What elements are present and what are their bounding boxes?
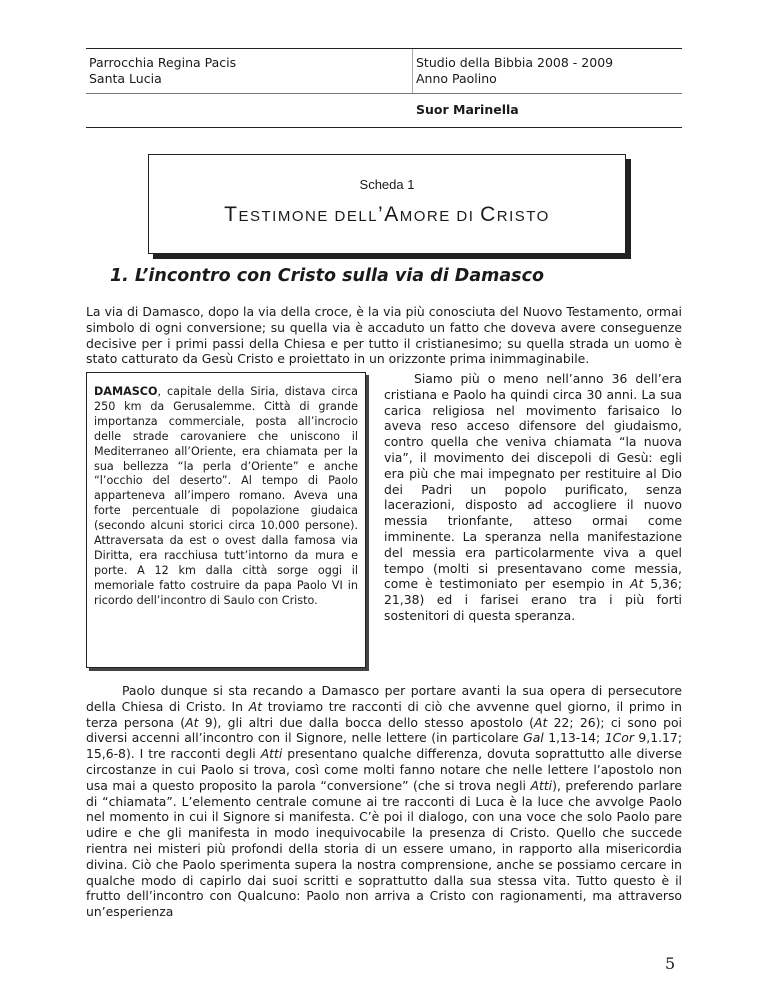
- header-table: [86, 48, 682, 128]
- sidebar-term: DAMASCO: [94, 385, 158, 398]
- intro-paragraph: La via di Damasco, dopo la via della croce, è la via più conosciuta del Nuovo Testamento, ormai simbolo di ogni conversione; su quella via è accaduto un fatto che doveva avere conseguenze decisive per i primi passi della Chiesa e per tutto il cristianesimo; su quella strada un uomo è stato catturato da Gesù Cristo e proiettato in un orizzonte prima inimmaginabile.: [86, 304, 682, 367]
- page-number: 5: [665, 954, 676, 973]
- header-parish: [89, 55, 236, 87]
- course-year-theme: Anno Paolino: [416, 71, 497, 86]
- section-title: 1. L’incontro con Cristo sulla via di Damasco: [110, 266, 544, 286]
- main-paragraph: Paolo dunque si sta recando a Damasco per portare avanti la sua opera di persecutore della Chiesa di Cristo. In At troviamo tre racconti di ciò che avvenne quel giorno, il primo in terza persona (At 9), gli altri due dalla bocca dello stesso apostolo (At 22; 26); ci sono poi diversi accenni all’incontro con il Signore, nelle lettere (in particolare Gal 1,13-14; 1Cor 9,1.17; 15,6-8). I tre racconti degli Atti presentano qualche differenza, dovuta soprattutto alle diverse circostanze in cui Paolo si trova, così come molti fanno notare che nelle lettere l’apostolo non usa mai a questo proposito la parola “conversione” (che si trova negli Atti), preferendo parlare di “chiamata”. L’elemento centrale comune ai tre racconti di Luca è la luce che avvolge Paolo nel momento in cui il Signore si manifesta. C’è poi il dialogo, con una voce che solo Paolo pare udire e che gli manifesta in modo inequivocabile la presenza di Cristo. Quello che succede rientra nei misteri più profondi della storia di un essere umano, in rapporto alla misericordia divina. Ciò che Paolo sperimenta supera la nostra comprensione, anche se possiamo cercare in qualche modo di capirlo dai suoi scritti e soprattutto dalla sua stessa vita. Tutto questo è il frutto dell’incontro con Qualcuno: Paolo non arriva a Cristo con ragionamenti, ma attraverso un’esperienza: [86, 683, 682, 920]
- card-title: TESTIMONE DELL’AMORE DI CRISTO: [224, 203, 550, 226]
- parish-location: Santa Lucia: [89, 71, 162, 86]
- header-author: Suor Marinella: [416, 102, 519, 117]
- bible-ref: At: [629, 576, 644, 592]
- sidebar-text: DAMASCO, capitale della Siria, distava circa 250 km da Gerusalemme. Città di grande importanza commerciale, posta all’incrocio delle strade carovaniere che uniscono il Mediterraneo all’Oriente, era chiamata per la sua bellezza “la perla d’Oriente” e anche “l’occhio del deserto”. Al tempo di Paolo apparteneva all’impero romano. Aveva una forte percentuale di popolazione giudaica (secondo alcuni storici circa 10.000 persone). Attraversata da est o ovest dalla famosa via Diritta, era racchiusa tutt’intorno da mura e porte. A 12 km dalla città sorge oggi il memoriale fatto costruire da papa Paolo VI in ricordo dell’incontro di Saulo con Cristo.: [94, 385, 358, 607]
- title-card: [148, 154, 626, 254]
- header-column-divider: [412, 49, 413, 93]
- header-row-divider: [86, 93, 682, 94]
- parish-name: Parrocchia Regina Pacis: [89, 55, 237, 70]
- course-title: Studio della Bibbia 2008 - 2009: [416, 55, 614, 70]
- damasco-sidebar: [86, 372, 366, 668]
- context-paragraph: Siamo più o meno nell’anno 36 dell’era cristiana e Paolo ha quindi circa 30 anni. La sua carica religiosa nel movimento farisaico lo aveva reso acceso difensore del giudaismo, contro quella che veniva chiamata “la nuova via”, il movimento dei discepoli di Gesù: egli era più che mai impegnato per restituire al Dio dei Padri un popolo purificato, senza lacerazioni, disposto ad accogliere il nuovo messia trionfante, atteso ormai come imminente. La speranza nella manifestazione del messia era particolarmente viva a quel tempo (molti si presentavano come messia, come è testimoniato per esempio in At 5,36; 21,38) ed i farisei erano tra i più forti sostenitori di questa speranza.: [384, 371, 682, 623]
- card-label: Scheda 1: [359, 177, 415, 192]
- header-course: [416, 55, 613, 87]
- right-column: [384, 371, 682, 624]
